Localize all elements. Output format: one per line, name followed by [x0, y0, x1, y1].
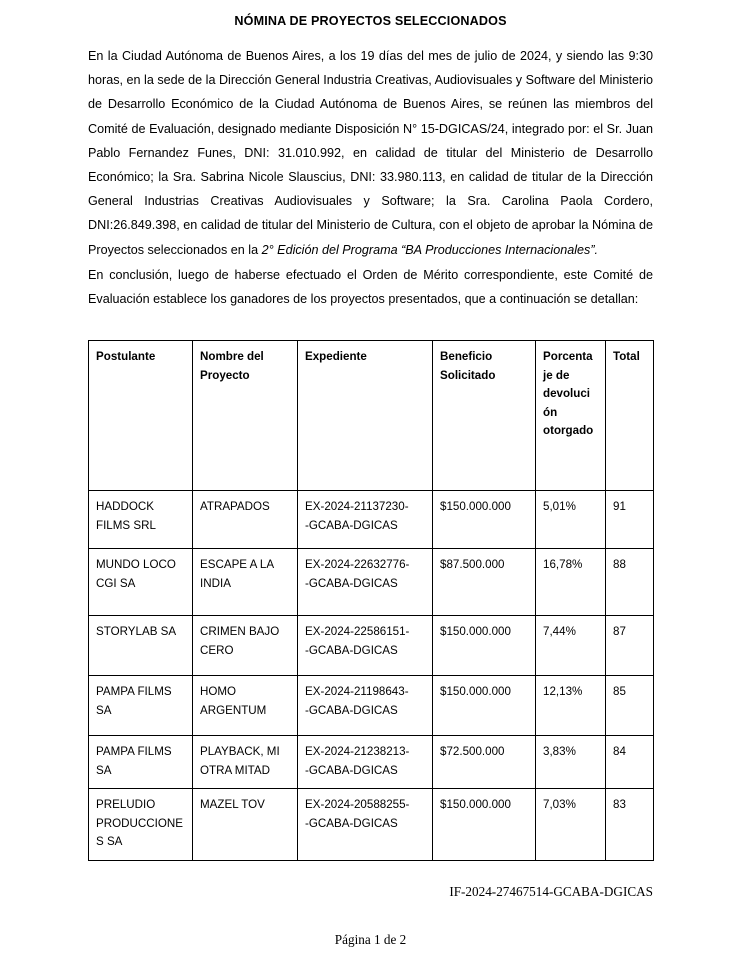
- cell-requested-benefit: $150.000.000: [433, 616, 536, 676]
- cell-project-name: ATRAPADOS: [193, 491, 298, 549]
- cell-project-name: CRIMEN BAJO CERO: [193, 616, 298, 676]
- expediente-line-1: EX-2024-21198643-: [305, 685, 409, 698]
- cell-requested-benefit: $150.000.000: [433, 676, 536, 736]
- column-header-return-percentage: Porcenta je de devoluci ón otorgado: [536, 341, 606, 491]
- cell-postulante: PAMPA FILMS SA: [89, 676, 193, 736]
- page-title: NÓMINA DE PROYECTOS SELECCIONADOS: [234, 14, 507, 28]
- cell-expediente: [298, 491, 433, 549]
- column-header-postulante: Postulante: [89, 341, 193, 491]
- expediente-line-1: EX-2024-20588255-: [305, 798, 410, 811]
- expediente-line-2: -GCABA-DGICAS: [305, 643, 398, 657]
- cell-postulante: MUNDO LOCO CGI SA: [89, 549, 193, 616]
- cell-project-name: MAZEL TOV: [193, 789, 298, 861]
- table-row: [89, 491, 654, 549]
- cell-return-percentage: 7,03%: [536, 789, 606, 861]
- expediente-line-1: EX-2024-21137230-: [305, 500, 409, 513]
- table-row: [89, 549, 654, 616]
- cell-postulante: PRELUDIO PRODUCCIONES SA: [89, 789, 193, 861]
- selected-projects-table: [88, 340, 654, 861]
- cell-project-name: HOMO ARGENTUM: [193, 676, 298, 736]
- expediente-line-1: EX-2024-22586151-: [305, 625, 410, 638]
- cell-requested-benefit: $72.500.000: [433, 736, 536, 789]
- intro-paragraph-text: En la Ciudad Autónoma de Buenos Aires, a los 19 días del mes de julio de 2024, y siendo las 9:30 horas, en la sede de la Dirección General Industria Creativas, Audiovisuales y Software del Ministerio de Desarrollo Económico de la Ciudad Autónoma de Buenos Aires, se reúnen las miembros del Comité de Evaluación, designado mediante Disposición N° 15-DGICAS/24, integrado por: el Sr. Juan Pablo Fernandez Funes, DNI: 31.010.992, en calidad de titular del Ministerio de Desarrollo Económico; la Sra. Sabrina Nicole Slauscius, DNI: 33.980.113, en calidad de titular de la Dirección General Industrias Creativas Audiovisuales y Software; la Sra. Carolina Paola Cordero, DNI:26.849.398, en calidad de titular del Ministerio de Cultura, con el objeto de aprobar la Nómina de Proyectos seleccionados en la: [88, 49, 653, 257]
- expediente-line-2: -GCABA-DGICAS: [305, 763, 398, 777]
- column-header-project-name: Nombre del Proyecto: [193, 341, 298, 491]
- cell-project-name: ESCAPE A LA INDIA: [193, 549, 298, 616]
- cell-postulante: PAMPA FILMS SA: [89, 736, 193, 789]
- table-row: [89, 789, 654, 861]
- cell-expediente: [298, 616, 433, 676]
- document-if-number: IF-2024-27467514-GCABA-DGICAS: [449, 884, 653, 899]
- cell-expediente: [298, 676, 433, 736]
- table-row: [89, 736, 654, 789]
- cell-return-percentage: 16,78%: [536, 549, 606, 616]
- cell-requested-benefit: $150.000.000: [433, 491, 536, 549]
- cell-total: 87: [606, 616, 654, 676]
- conclusion-paragraph: En conclusión, luego de haberse efectuado el Orden de Mérito correspondiente, este Comité de Evaluación establece los ganadores de los proyectos presentados, que a continuación se detallan:: [88, 268, 653, 307]
- cell-requested-benefit: $87.500.000: [433, 549, 536, 616]
- cell-requested-benefit: $150.000.000: [433, 789, 536, 861]
- expediente-line-2: -GCABA-DGICAS: [305, 518, 398, 532]
- cell-project-name: PLAYBACK, MI OTRA MITAD: [193, 736, 298, 789]
- expediente-line-1: EX-2024-22632776-: [305, 558, 410, 571]
- cell-expediente: [298, 789, 433, 861]
- column-header-expediente: Expediente: [298, 341, 433, 491]
- table-row: [89, 676, 654, 736]
- cell-expediente: [298, 736, 433, 789]
- intro-paragraph-italic-program: “BA Producciones Internacionales”.: [401, 242, 599, 257]
- table-row: [89, 616, 654, 676]
- cell-return-percentage: 12,13%: [536, 676, 606, 736]
- cell-total: 84: [606, 736, 654, 789]
- expediente-line-2: -GCABA-DGICAS: [305, 576, 398, 590]
- table-header-row: [89, 341, 654, 491]
- cell-expediente: [298, 549, 433, 616]
- cell-return-percentage: 5,01%: [536, 491, 606, 549]
- cell-postulante: HADDOCK FILMS SRL: [89, 491, 193, 549]
- cell-total: 91: [606, 491, 654, 549]
- column-header-total: Total: [606, 341, 654, 491]
- intro-paragraph-italic-edition: 2° Edición del Programa: [261, 242, 398, 257]
- intro-paragraph: [88, 44, 653, 262]
- cell-total: 85: [606, 676, 654, 736]
- column-header-requested-benefit: Beneficio Solicitado: [433, 341, 536, 491]
- page-number-label: Página 1 de 2: [334, 932, 407, 947]
- cell-total: 88: [606, 549, 654, 616]
- cell-return-percentage: 7,44%: [536, 616, 606, 676]
- cell-postulante: STORYLAB SA: [89, 616, 193, 676]
- expediente-line-1: EX-2024-21238213-: [305, 745, 410, 758]
- expediente-line-2: -GCABA-DGICAS: [305, 703, 398, 717]
- cell-total: 83: [606, 789, 654, 861]
- cell-return-percentage: 3,83%: [536, 736, 606, 789]
- expediente-line-2: -GCABA-DGICAS: [305, 816, 398, 830]
